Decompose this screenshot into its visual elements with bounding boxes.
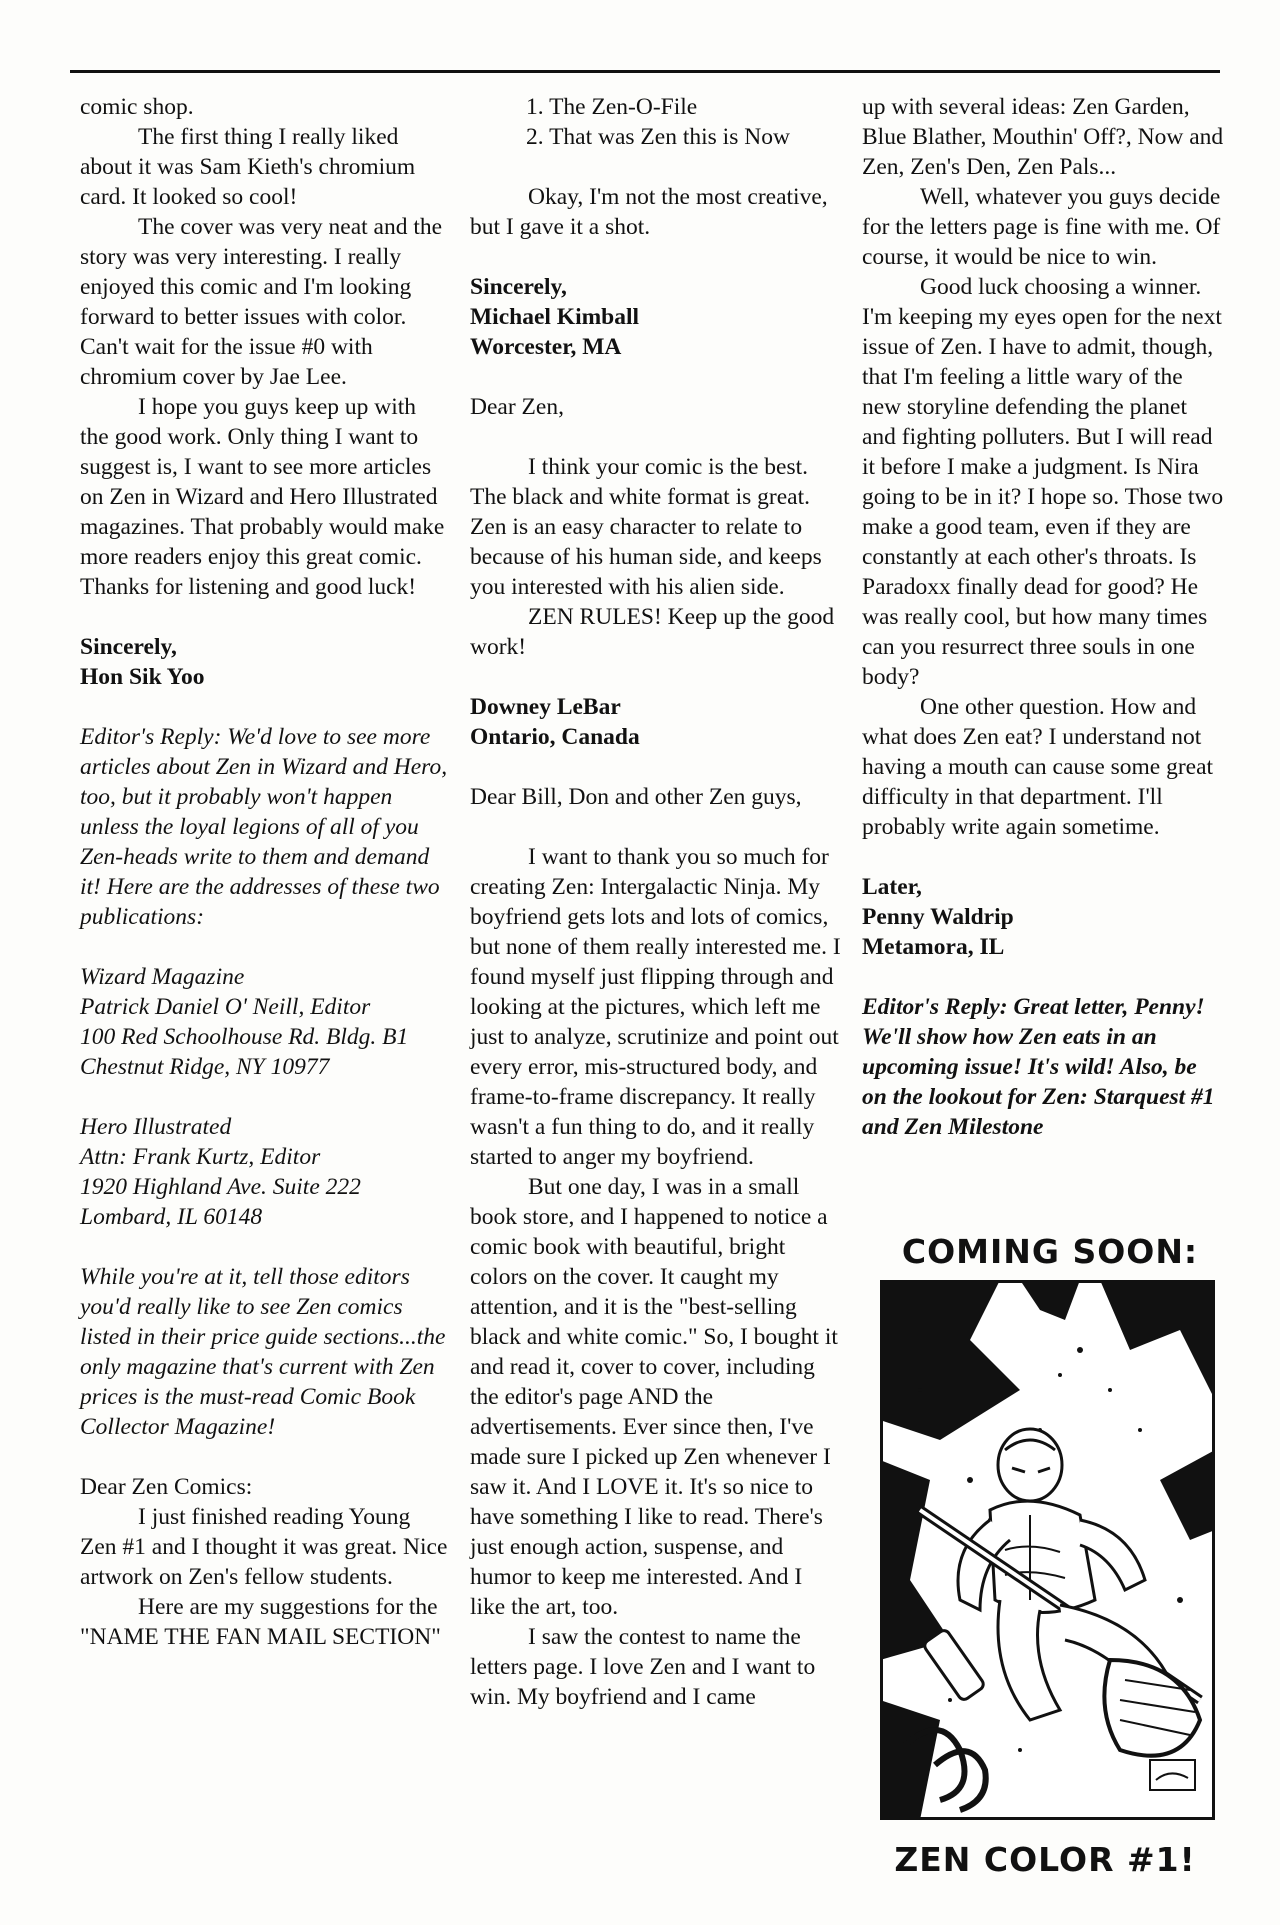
list-item: 1. The Zen-O-File: [526, 94, 698, 120]
paragraph: ZEN RULES! Keep up the good work!: [470, 604, 835, 660]
address-hero: [80, 1112, 450, 1232]
salutation: Dear Zen Comics:: [80, 1474, 253, 1500]
signature-line: Sincerely,: [80, 634, 177, 660]
paragraph: Here are my suggestions for the "NAME THE FAN MAIL SECTION": [80, 1594, 441, 1650]
column-2: [470, 92, 842, 1712]
editors-reply: While you're at it, tell those editors you'd really like to see Zen comics listed in their price guide sections...the only magazine that's current with Zen prices is the must-read Comic Book Collector Magazine!: [80, 1264, 446, 1440]
paragraph: Okay, I'm not the most creative, but I gave it a shot.: [470, 184, 828, 240]
paragraph: I saw the contest to name the letters page. I love Zen and I want to win. My boyfriend and I came: [470, 1624, 816, 1710]
address-line: 100 Red Schoolhouse Rd. Bldg. B1: [80, 1024, 409, 1050]
paragraph: Good luck choosing a winner. I'm keeping my eyes open for the next issue of Zen. I have to admit, though, that I'm feeling a little wary of the new storyline defending the planet and fighting polluters. But I will read it before I make a judgment. Is Nira going to be in it? I hope so. Those two make a good team, even if they are constantly at each other's throats. Is Paradoxx finally dead for good? He was really cool, but how many times can you resurrect three souls in one body?: [862, 274, 1224, 690]
editors-reply: Editor's Reply: We'd love to see more articles about Zen in Wizard and Hero, too, but it probably won't happen unless the loyal legions of all of you Zen-heads write to them and demand it! Here are the addresses of these two publications:: [80, 724, 448, 930]
paragraph: The cover was very neat and the story was very interesting. I really enjoyed this comic and I'm looking forward to better issues with color. Can't wait for the issue #0 with chromium cover by Jae Lee.: [80, 214, 443, 390]
paragraph: I want to thank you so much for creating Zen: Intergalactic Ninja. My boyfriend gets lots and lots of comics, but none of them really interested me. I found myself just flipping through and looking at the pictures, which left me just to analyze, scrutinize and point out every error, mis-structured body, and frame-to-frame discrepancy. It really wasn't a fun thing to do, and it really started to anger my boyfriend.: [470, 844, 841, 1170]
address-line: Chestnut Ridge, NY 10977: [80, 1054, 330, 1080]
signature-name: Penny Waldrip: [862, 904, 1014, 930]
paragraph: I just finished reading Young Zen #1 and I thought it was great. Nice artwork on Zen's fellow students.: [80, 1504, 448, 1590]
signature-name: Michael Kimball: [470, 304, 640, 330]
top-rule: [70, 70, 1220, 73]
editors-reply: Editor's Reply: Great letter, Penny! We'll show how Zen eats in an upcoming issue! It's wild! Also, be on the lookout for Zen: Starquest #1 and Zen Milestone: [862, 994, 1215, 1140]
address-line: Patrick Daniel O' Neill, Editor: [80, 994, 371, 1020]
text-line: comic shop.: [80, 94, 194, 120]
zen-illustration: [880, 1280, 1215, 1820]
signature-name: Hon Sik Yoo: [80, 664, 205, 690]
paragraph: One other question. How and what does Zen eat? I understand not having a mouth can cause some great difficulty in that department. I'll probably write again sometime.: [862, 694, 1214, 840]
signature-location: Metamora, IL: [862, 934, 1005, 960]
paragraph: But one day, I was in a small book store, and I happened to notice a comic book with beautiful, bright colors on the cover. It caught my attention, and it is the "best-selling black and white comic." So, I bought it and read it, cover to cover, including the editor's page AND the advertisements. Ever since then, I've made sure I picked up Zen whenever I saw it. And I LOVE it. It's so nice to have something I like to read. There's just enough action, suspense, and humor to keep me interested. And I like the art, too.: [470, 1174, 838, 1620]
salutation: Dear Zen,: [470, 394, 564, 420]
paragraph: I hope you guys keep up with the good work. Only thing I want to suggest is, I want to see more articles on Zen in Wizard and Hero Illustrated magazines. That probably would make more readers enjoy this great comic. Thanks for listening and good luck!: [80, 394, 445, 600]
column-1: [80, 92, 450, 1652]
signature-location: Worcester, MA: [470, 334, 622, 360]
address-line: Hero Illustrated: [80, 1114, 232, 1140]
coming-soon-heading: COMING SOON:: [901, 1232, 1199, 1271]
column-3: [862, 92, 1224, 1142]
address-line: Wizard Magazine: [80, 964, 245, 990]
address-line: 1920 Highland Ave. Suite 222: [80, 1174, 361, 1200]
list-item: 2. That was Zen this is Now: [526, 124, 790, 150]
text-line: up with several ideas: Zen Garden, Blue Blather, Mouthin' Off?, Now and Zen, Zen's Den, Zen Pals...: [862, 94, 1224, 180]
paragraph: The first thing I really liked about it was Sam Kieth's chromium card. It looked so cool!: [80, 124, 416, 210]
signature-location: Ontario, Canada: [470, 724, 640, 750]
zen-color-footer: ZEN COLOR #1!: [894, 1840, 1196, 1879]
salutation: Dear Bill, Don and other Zen guys,: [470, 784, 802, 810]
paragraph: Well, whatever you guys decide for the letters page is fine with me. Of course, it would be nice to win.: [862, 184, 1221, 270]
address-line: Attn: Frank Kurtz, Editor: [80, 1144, 321, 1170]
address-wizard: [80, 962, 450, 1082]
signature-line: Later,: [862, 874, 922, 900]
signature-line: Sincerely,: [470, 274, 567, 300]
signature-name: Downey LeBar: [470, 694, 621, 720]
address-line: Lombard, IL 60148: [80, 1204, 263, 1230]
paragraph: I think your comic is the best. The black and white format is great. Zen is an easy character to relate to because of his human side, and keeps you interested with his alien side.: [470, 454, 822, 600]
